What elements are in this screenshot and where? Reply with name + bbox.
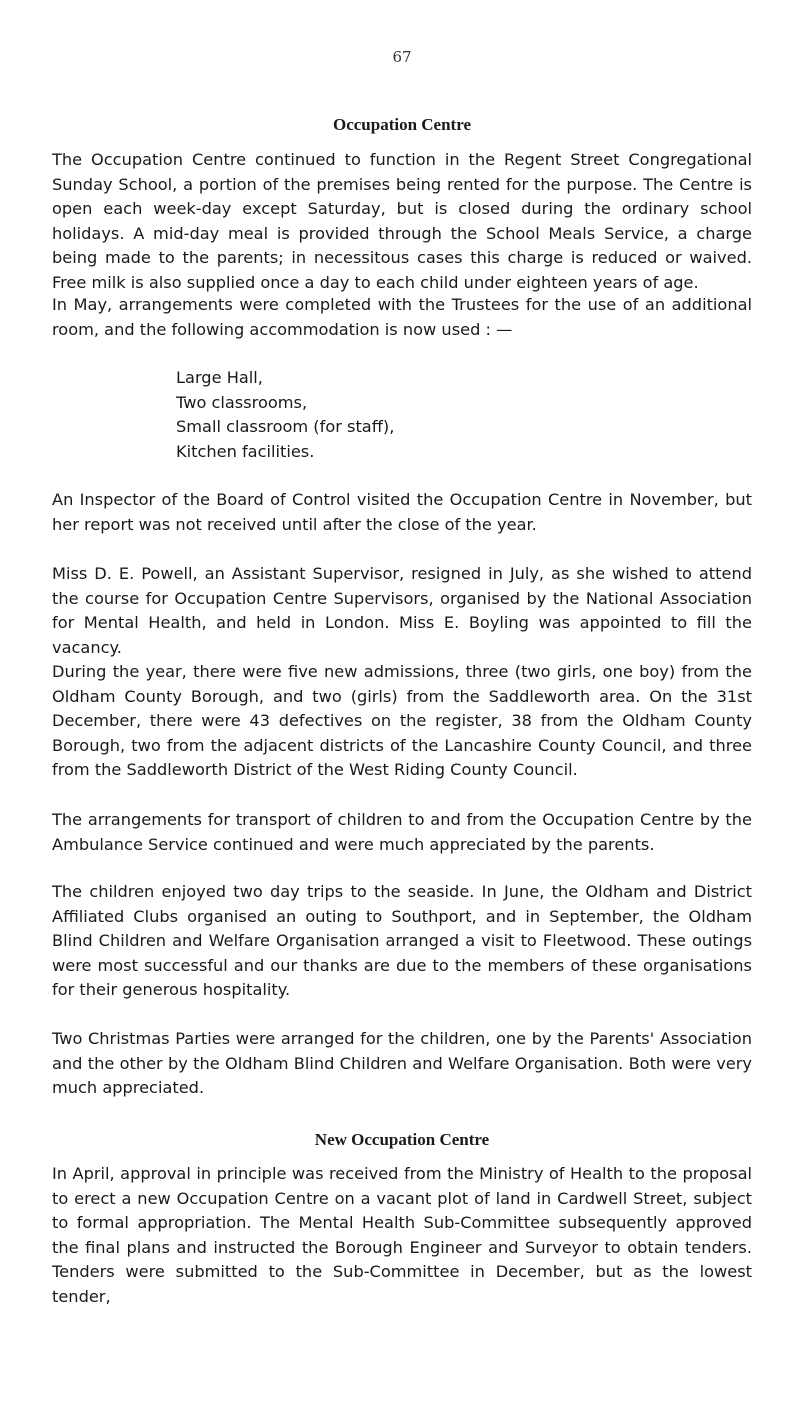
list-item: Kitchen facilities.	[176, 441, 315, 461]
section-heading-occupation-centre: Occupation Centre	[332, 115, 472, 134]
paragraph-christmas-parties: Two Christmas Parties were arranged for the children, one by the Parents' Association and the other by the Oldham Blind Children and Welfare Organisation. Both were very much appreciated.	[52, 1029, 752, 1097]
list-item: Two classrooms,	[176, 392, 308, 412]
list-item: Large Hall,	[176, 368, 263, 387]
paragraph-accommodation-intro: In May, arrangements were completed with the Trustees for the use of an additional room, and the following accommodation is now used : —	[52, 295, 752, 339]
paragraph-inspector-visit: An Inspector of the Board of Control visited the Occupation Centre in November, but her report was not received until after the close of the year.	[52, 490, 752, 534]
paragraph-centre-function: The Occupation Centre continued to function in the Regent Street Congregational Sunday School, a portion of the premises being rented for the purpose. The Centre is open each week-day except Saturday, but is closed during the ordinary school holidays. A mid-day meal is provided through the School Meals Service, a charge being made to the parents; in necessitous cases this charge is reduced or waived. Free milk is also supplied once a day to each child under eighteen years of age.	[52, 150, 752, 292]
accommodation-list	[176, 366, 394, 464]
paragraph-transport: The arrangements for transport of children to and from the Occupation Centre by the Ambulance Service continued and were much appreciated by the parents.	[52, 810, 752, 854]
section-heading-new-occupation-centre: New Occupation Centre	[314, 1130, 490, 1149]
list-item: Small classroom (for staff),	[176, 417, 395, 436]
paragraph-new-centre: In April, approval in principle was received from the Ministry of Health to the proposal to erect a new Occupation Centre on a vacant plot of land in Cardwell Street, subject to formal appropriation. The Mental Health Sub-Committee subsequently approved the final plans and instructed the Borough Engineer and Surveyor to obtain tenders. Tenders were submitted to the Sub-Committee in December, but as the lowest tender,	[52, 1164, 752, 1306]
paragraph-admissions: During the year, there were five new admissions, three (two girls, one boy) from the Oldham County Borough, and two (girls) from the Saddleworth area. On the 31st December, there were 43 defectives on the register, 38 from the Oldham County Borough, two from the adjacent districts of the Lancashire County Council, and three from the Saddleworth District of the West Riding County Council.	[52, 662, 752, 779]
paragraph-staff-change: Miss D. E. Powell, an Assistant Supervisor, resigned in July, as she wished to attend the course for Occupation Centre Supervisors, organised by the National Association for Mental Health, and held in London. Miss E. Boyling was appointed to fill the vacancy.	[52, 564, 752, 657]
paragraph-trips: The children enjoyed two day trips to the seaside. In June, the Oldham and District Affiliated Clubs organised an outing to Southport, and in September, the Oldham Blind Children and Welfare Organisation arranged a visit to Fleetwood. These outings were most successful and our thanks are due to the members of these organisations for their generous hospitality.	[52, 882, 752, 999]
page-number: 67	[392, 48, 412, 66]
